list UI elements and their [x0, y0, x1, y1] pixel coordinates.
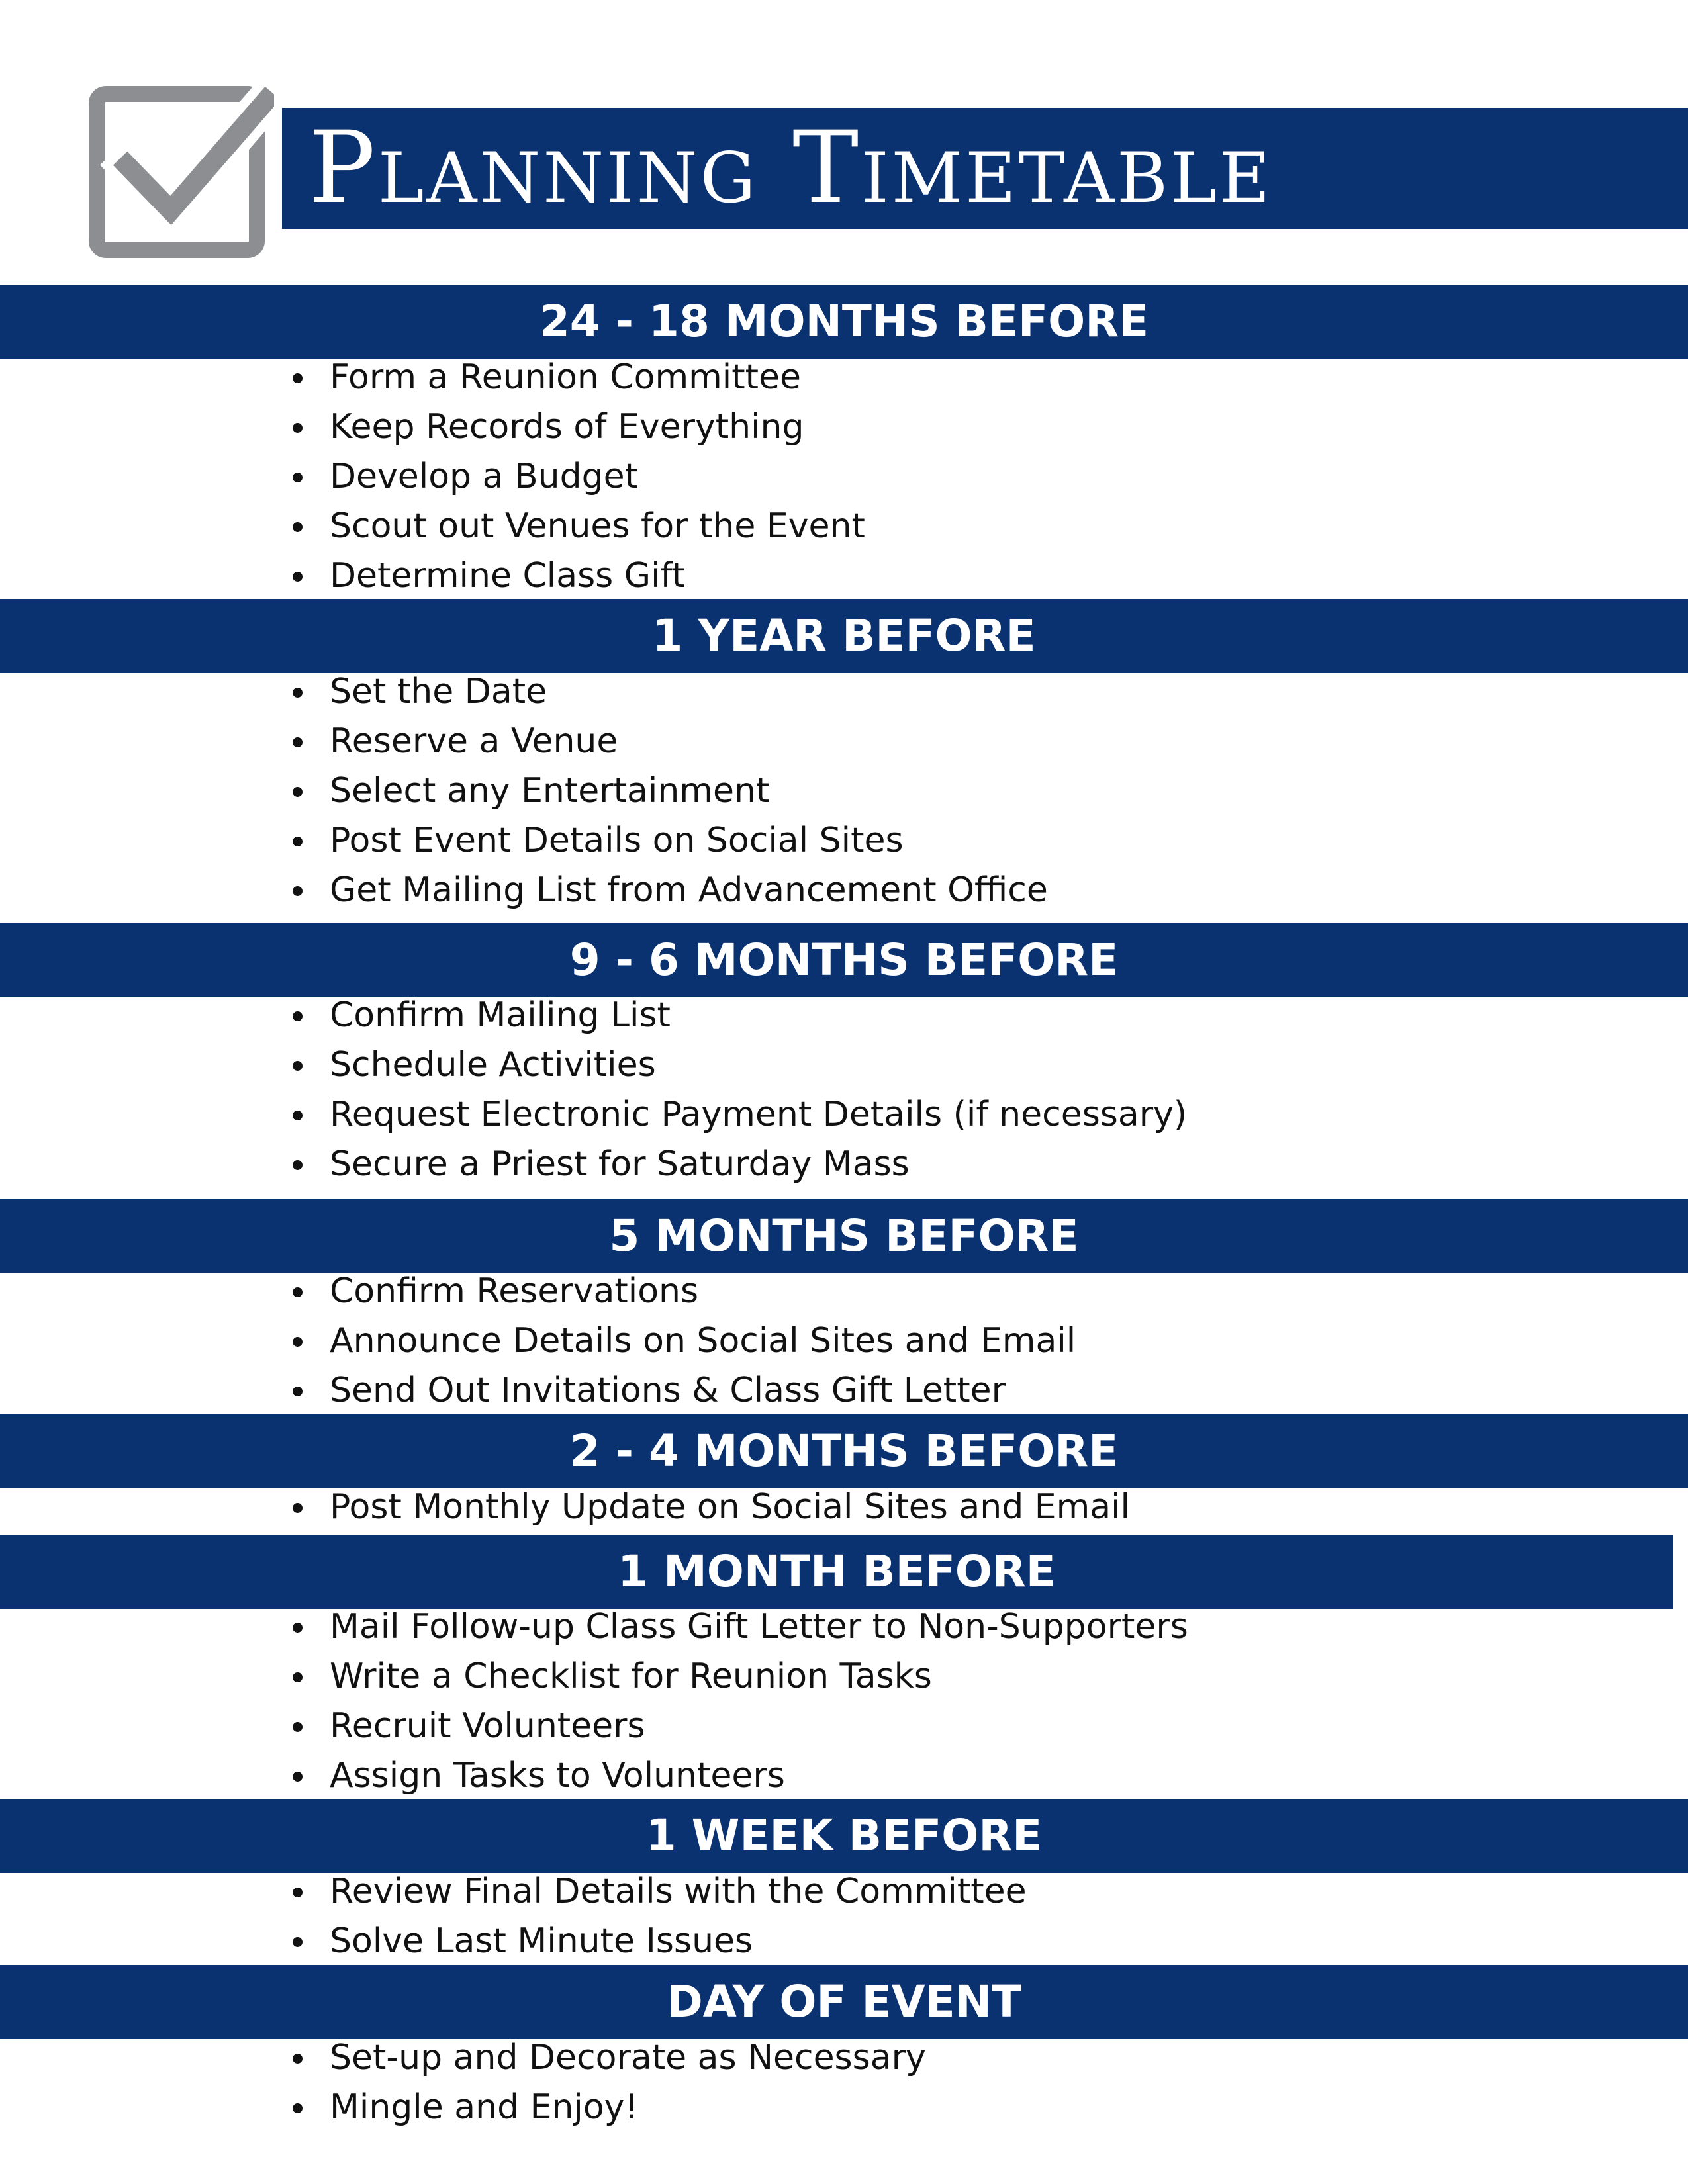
- bullet-icon: [293, 1672, 303, 1682]
- list-item: Review Final Details with the Committee: [0, 1867, 1688, 1917]
- list-item: Form a Reunion Committee: [0, 353, 1688, 402]
- section-items-5-months: [0, 1267, 1688, 1416]
- section-items-day-of-event: [0, 2033, 1688, 2132]
- checkbox-checkmark-icon: [89, 81, 274, 259]
- list-item: Assign Tasks to Volunteers: [0, 1751, 1688, 1801]
- section-items-2-4-months: [0, 1482, 1688, 1532]
- list-item: Select any Entertainment: [0, 766, 1688, 816]
- list-item: Solve Last Minute Issues: [0, 1917, 1688, 1966]
- list-item: Send Out Invitations & Class Gift Letter: [0, 1366, 1688, 1416]
- section-header-2-4-months: 2 - 4 MONTHS BEFORE: [0, 1414, 1688, 1488]
- bullet-icon: [293, 473, 303, 482]
- list-item: Mail Follow-up Class Gift Letter to Non-Supporters: [0, 1602, 1688, 1652]
- section-items-1-month: [0, 1602, 1688, 1801]
- section-header-9-6-months: 9 - 6 MONTHS BEFORE: [0, 923, 1688, 997]
- section-header-5-months: 5 MONTHS BEFORE: [0, 1199, 1688, 1273]
- list-item: Recruit Volunteers: [0, 1702, 1688, 1751]
- list-item: Confirm Mailing List: [0, 991, 1688, 1040]
- bullet-icon: [293, 886, 303, 896]
- section-items-1-week: [0, 1867, 1688, 1966]
- section-items-9-6-months: [0, 991, 1688, 1189]
- bullet-icon: [293, 1160, 303, 1170]
- section-header-24-18-months: 24 - 18 MONTHS BEFORE: [0, 285, 1688, 359]
- list-item: Post Monthly Update on Social Sites and Email: [0, 1482, 1688, 1532]
- bullet-icon: [293, 572, 303, 582]
- bullet-icon: [293, 1287, 303, 1297]
- bullet-icon: [293, 1011, 303, 1021]
- bullet-icon: [293, 1111, 303, 1120]
- bullet-icon: [293, 1888, 303, 1897]
- list-item: Announce Details on Social Sites and Email: [0, 1316, 1688, 1366]
- bullet-icon: [293, 373, 303, 383]
- section-header-day-of-event: DAY OF EVENT: [0, 1965, 1688, 2039]
- list-item: Develop a Budget: [0, 452, 1688, 502]
- bullet-icon: [293, 1623, 303, 1633]
- bullet-icon: [293, 737, 303, 747]
- title-banner: [282, 108, 1688, 229]
- bullet-icon: [293, 1772, 303, 1782]
- bullet-icon: [293, 1061, 303, 1071]
- section-header-1-month: 1 MONTH BEFORE: [0, 1535, 1673, 1609]
- bullet-icon: [293, 1503, 303, 1513]
- section-header-1-year: 1 YEAR BEFORE: [0, 599, 1688, 673]
- section-items-1-year: [0, 667, 1688, 915]
- bullet-icon: [293, 1937, 303, 1947]
- bullet-icon: [293, 423, 303, 433]
- list-item: Get Mailing List from Advancement Office: [0, 866, 1688, 915]
- bullet-icon: [293, 688, 303, 698]
- list-item: Determine Class Gift: [0, 551, 1688, 601]
- bullet-icon: [293, 522, 303, 532]
- bullet-icon: [293, 787, 303, 797]
- list-item: Secure a Priest for Saturday Mass: [0, 1140, 1688, 1189]
- list-item: Mingle and Enjoy!: [0, 2083, 1688, 2132]
- bullet-icon: [293, 2103, 303, 2113]
- page-title: Planning Timetable: [308, 111, 1273, 226]
- list-item: Schedule Activities: [0, 1040, 1688, 1090]
- bullet-icon: [293, 2054, 303, 2064]
- list-item: Scout out Venues for the Event: [0, 502, 1688, 551]
- section-header-1-week: 1 WEEK BEFORE: [0, 1799, 1688, 1873]
- list-item: Reserve a Venue: [0, 717, 1688, 766]
- list-item: Set-up and Decorate as Necessary: [0, 2033, 1688, 2083]
- list-item: Request Electronic Payment Details (if necessary): [0, 1090, 1688, 1140]
- list-item: Set the Date: [0, 667, 1688, 717]
- bullet-icon: [293, 837, 303, 846]
- bullet-icon: [293, 1387, 303, 1396]
- section-items-24-18-months: [0, 353, 1688, 601]
- list-item: Keep Records of Everything: [0, 402, 1688, 452]
- list-item: Write a Checklist for Reunion Tasks: [0, 1652, 1688, 1702]
- bullet-icon: [293, 1337, 303, 1347]
- list-item: Post Event Details on Social Sites: [0, 816, 1688, 866]
- bullet-icon: [293, 1722, 303, 1732]
- list-item: Confirm Reservations: [0, 1267, 1688, 1316]
